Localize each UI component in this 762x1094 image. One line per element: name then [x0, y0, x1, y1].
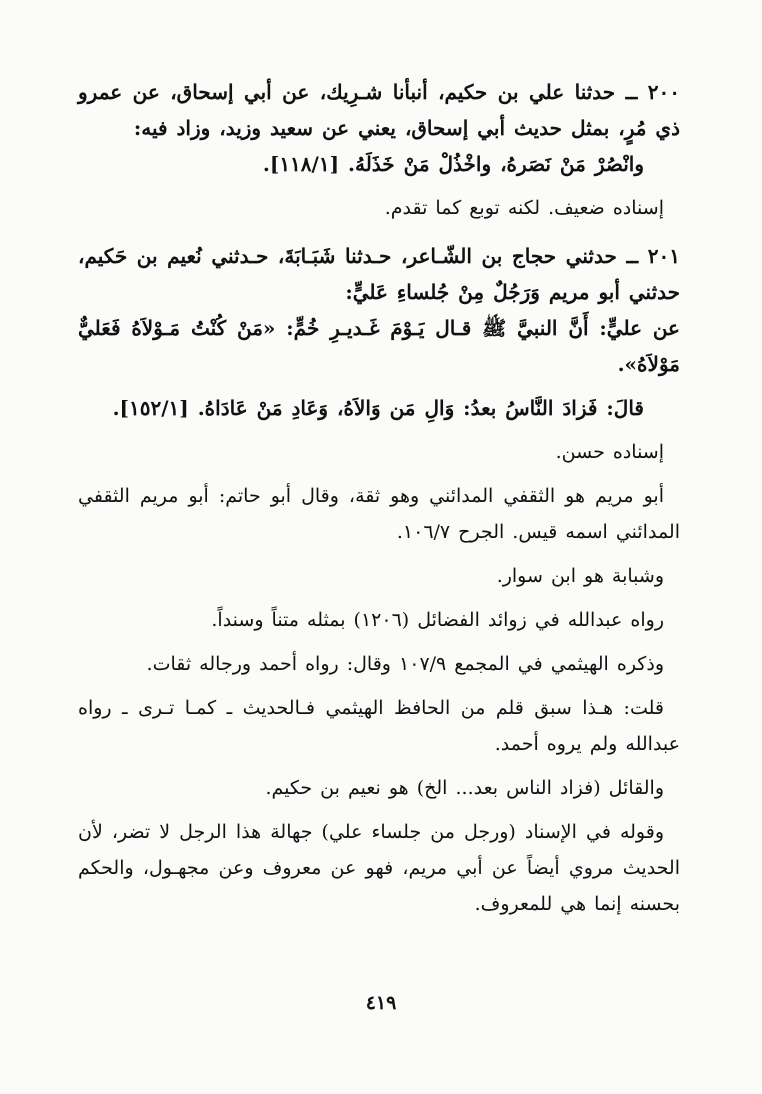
- note-haythami: وذكره الهيثمي في المجمع ١٠٧/٩ وقال: رواه أحمد ورجاله ثقات.: [146, 653, 664, 675]
- hadith-201-isnad: ٢٠١ ــ حدثني حجاج بن الشّـاعر، حـدثنا شَبَـابَةَ، حـدثني نُعيم بن حَكيم، حدثني أبو مريم وَرَجُلٌ مِنْ جُلساءِ عَليٍّ:: [78, 244, 680, 304]
- hadith-201-matn: عن عليٍّ: أَنَّ النبيَّ ﷺ قـال يَـوْمَ غَـديـرِ خُمٍّ: «مَنْ كُنْتُ مَـوْلاَهُ فَعَليٌّ مَوْلاَهُ».: [78, 316, 680, 376]
- hadith-200-addition: وانْصُرْ مَنْ نَصَرهُ، واخْذُلْ مَنْ خَذَلَهُ. [١١٨/١].: [262, 152, 644, 176]
- note-zawaid: رواه عبدالله في زوائد الفضائل (١٢٠٦) بمثله متناً وسنداً.: [211, 609, 664, 631]
- note-abu-maryam: أبو مريم هو الثقفي المدائني وهو ثقة، وقال أبو حاتم: أبو مريم الثقفي المدائني اسمه قيس. الجرح ١٠٦/٧.: [78, 485, 680, 543]
- note-isnad-unknown-man: وقوله في الإسناد (ورجل من جلساء علي) جهالة هذا الرجل لا تضر، لأن الحديث مروي أيضاً عن أبي مريم، فهو عن معروف وعن مجهـول، والحكم بحسنه إنما هي للمعروف.: [78, 821, 680, 915]
- note-qultu: قلت: هـذا سبق قلم من الحافظ الهيثمي فـالحديث ـ كمـا تـرى ـ رواه عبدالله ولم يروه أحمد.: [78, 697, 680, 755]
- hadith-201-grading: إسناده حسن.: [555, 441, 664, 463]
- note-shababa: وشبابة هو ابن سوار.: [496, 565, 664, 587]
- page-body: [78, 74, 680, 922]
- note-speaker: والقائل (فزاد الناس بعد... الخ) هو نعيم بن حكيم.: [265, 777, 664, 799]
- page-number: ٤١٩: [365, 992, 397, 1014]
- hadith-200-isnad: ٢٠٠ ــ حدثنا علي بن حكيم، أنبأنا شـرِيك، عن أبي إسحاق، عن عمرو ذي مُرٍ، بمثل حديث أبي إسحاق، يعني عن سعيد وزيد، وزاد فيه:: [78, 80, 680, 140]
- hadith-201-addition: قالَ: فَزادَ النَّاسُ بعدُ: وَالِ مَن وَالاَهُ، وَعَادِ مَنْ عَادَاهُ. [١٥٢/١].: [112, 396, 644, 420]
- hadith-200-grading: إسناده ضعيف. لكنه توبع كما تقدم.: [384, 197, 664, 219]
